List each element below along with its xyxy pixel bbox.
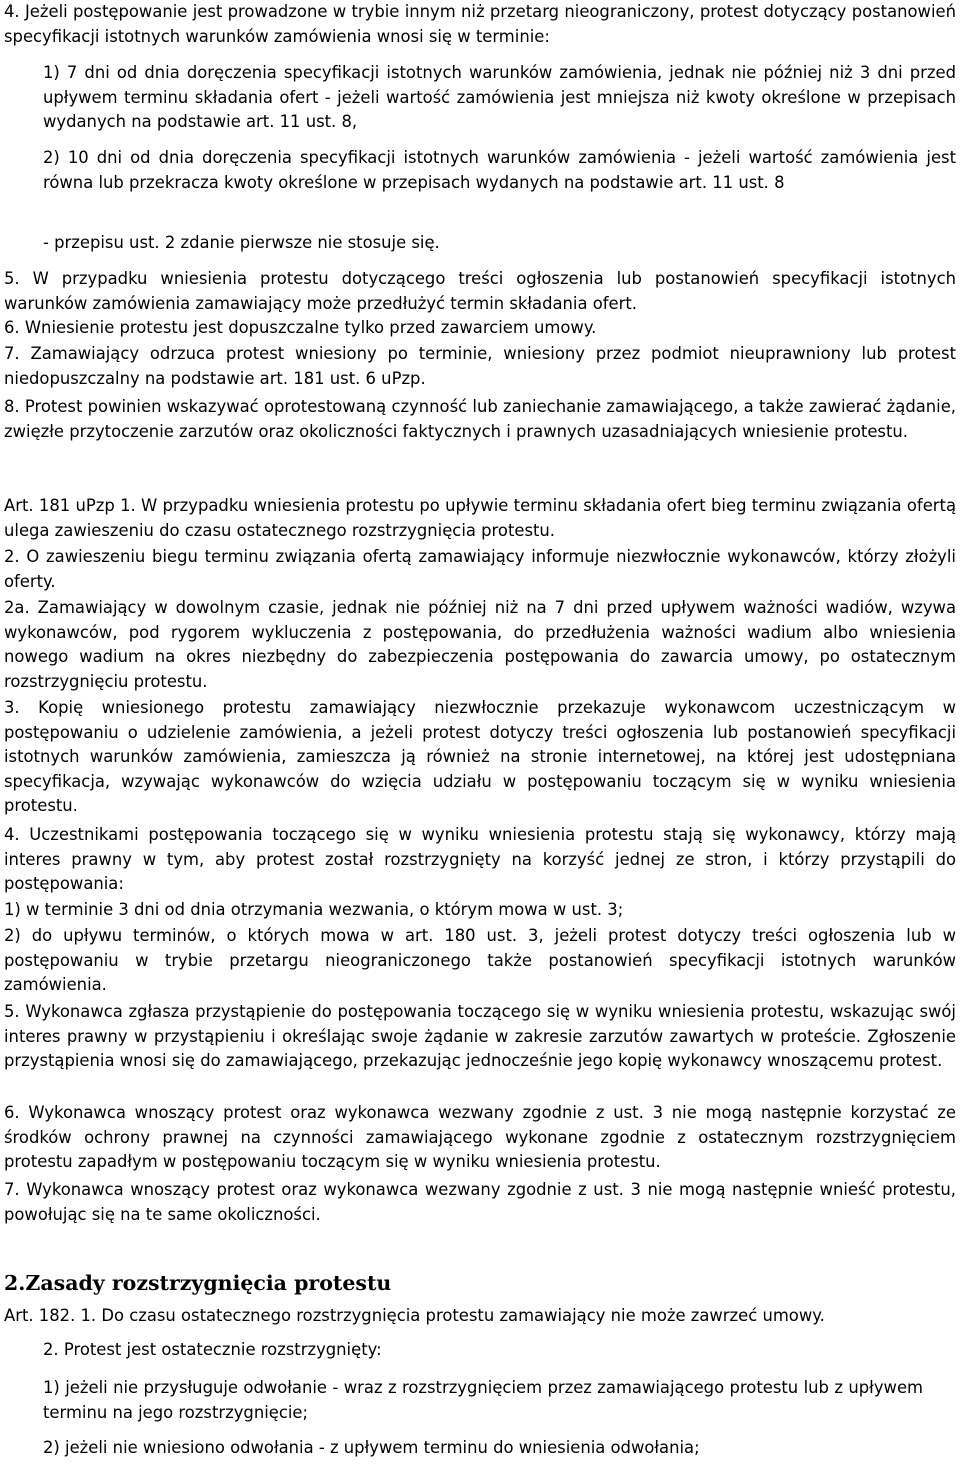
list-item-1-7-days: 1) 7 dni od dnia doręczenia specyfikacji istotnych warunków zamówienia, jednak nie później niż 3 dni przed upływem terminu składania ofert - jeżeli wartość zamówienia jest mniejsza niż kwoty określone w przepisach wydanych na podstawie art. 11 ust. 8, (43, 63, 956, 132)
art-181-paragraph-2: 2. O zawieszeniu biegu terminu związania ofertą zamawiający informuje niezwłocznie wykonawców, którzy złożyli oferty. (4, 547, 956, 591)
art-181-paragraph-1: Art. 181 uPzp 1. W przypadku wniesienia protestu po upływie terminu składania ofert bieg terminu związania ofertą ulega zawieszeniu do czasu ostatecznego rozstrzygnięcia protestu. (4, 496, 956, 540)
paragraph-6: 6. Wniesienie protestu jest dopuszczalne tylko przed zawarciem umowy. (4, 318, 597, 337)
art-181-paragraph-2a: 2a. Zamawiający w dowolnym czasie, jednak nie później niż na 7 dni przed upływem ważności wadiów, wzywa wykonawców, pod rygorem wykluczenia z postępowania, do przedłużenia ważności wadium albo wniesienia nowego wadium na okres niezbędny do zabezpieczenia postępowania do zawarcia umowy, po ostatecznym rozstrzygnięciu protestu. (4, 598, 956, 691)
art-181-paragraph-4: 4. Uczestnikami postępowania toczącego się w wyniku wniesienia protestu stają się wykonawcy, którzy mają interes prawny w tym, aby protest został rozstrzygnięty na korzyść jednej ze stron, i którzy przystąpili do postępowania: (4, 825, 956, 894)
art-182-paragraph-1: Art. 182. 1. Do czasu ostatecznego rozstrzygnięcia protestu zamawiający nie może zawrzeć umowy. (4, 1306, 825, 1325)
paragraph-7: 7. Zamawiający odrzuca protest wniesiony po terminie, wniesiony przez podmiot nieuprawniony lub protest niedopuszczalny na podstawie art. 181 ust. 6 uPzp. (4, 344, 956, 388)
art-181-paragraph-5: 5. Wykonawca zgłasza przystąpienie do postępowania toczącego się w wyniku wniesienia protestu, wskazując swój interes prawny w przystąpieniu i określając swoje żądanie w zakresie zarzutów zawartych w proteście. Zgłoszenie przystąpienia wnosi się do zamawiającego, przekazując jednocześnie jego kopię wykonawcy wnoszącemu protest. (4, 1002, 956, 1071)
art-182-paragraph-2: 2. Protest jest ostatecznie rozstrzygnięty: (43, 1340, 382, 1359)
list-closing-note: - przepisu ust. 2 zdanie pierwsze nie stosuje się. (43, 233, 440, 252)
list-item-2-10-days: 2) 10 dni od dnia doręczenia specyfikacji istotnych warunków zamówienia - jeżeli wartość zamówienia jest równa lub przekracza kwoty określone w przepisach wydanych na podstawie art. 11 ust. 8 (43, 148, 956, 192)
art-181-item-2: 2) do upływu terminów, o których mowa w art. 180 ust. 3, jeżeli protest dotyczy treści ogłoszenia lub w postępowaniu w trybie przetargu nieograniczonego także postanowień specyfikacji istotnych warunków zamówienia. (4, 926, 956, 995)
art-181-paragraph-3: 3. Kopię wniesionego protestu zamawiający niezwłocznie przekazuje wykonawcom uczestniczącym w postępowaniu o udzielenie zamówienia, a jeżeli protest dotyczy treści ogłoszenia lub postanowień specyfikacji istotnych warunków zamówienia, zamieszcza ją również na stronie internetowej, na której jest udostępniana specyfikacja, wzywając wykonawców do wzięcia udziału w postępowaniu toczącym się w wyniku wniesienia protestu. (4, 698, 956, 816)
art-181-paragraph-6: 6. Wykonawca wnoszący protest oraz wykonawca wezwany zgodnie z ust. 3 nie mogą następnie korzystać ze środków ochrony prawnej na czynności zamawiającego wykonane zgodnie z ostatecznym rozstrzygnięciem protestu zapadłym w postępowaniu toczącym się w wyniku wniesienia protestu. (4, 1103, 956, 1172)
art-182-item-1: 1) jeżeli nie przysługuje odwołanie - wraz z rozstrzygnięciem przez zamawiającego protestu lub z upływem terminu na jego rozstrzygnięcie; (43, 1378, 923, 1422)
section-heading: 2.Zasady rozstrzygnięcia protestu (4, 1271, 392, 1295)
paragraph-5: 5. W przypadku wniesienia protestu dotyczącego treści ogłoszenia lub postanowień specyfikacji istotnych warunków zamówienia zamawiający może przedłużyć termin składania ofert. (4, 269, 956, 313)
paragraph-8: 8. Protest powinien wskazywać oprotestowaną czynność lub zaniechanie zamawiającego, a także zawierać żądanie, zwięzłe przytoczenie zarzutów oraz okoliczności faktycznych i prawnych uzasadniających wniesienie protestu. (4, 397, 956, 441)
art-181-paragraph-7: 7. Wykonawca wnoszący protest oraz wykonawca wezwany zgodnie z ust. 3 nie mogą następnie wnieść protestu, powołując się na te same okoliczności. (4, 1180, 956, 1224)
art-182-item-2: 2) jeżeli nie wniesiono odwołania - z upływem terminu do wniesienia odwołania; (43, 1438, 700, 1457)
art-181-item-1: 1) w terminie 3 dni od dnia otrzymania wezwania, o którym mowa w ust. 3; (4, 900, 624, 919)
paragraph-4-intro: 4. Jeżeli postępowanie jest prowadzone w trybie innym niż przetarg nieograniczony, protest dotyczący postanowień specyfikacji istotnych warunków zamówienia wnosi się w terminie: (4, 2, 956, 46)
